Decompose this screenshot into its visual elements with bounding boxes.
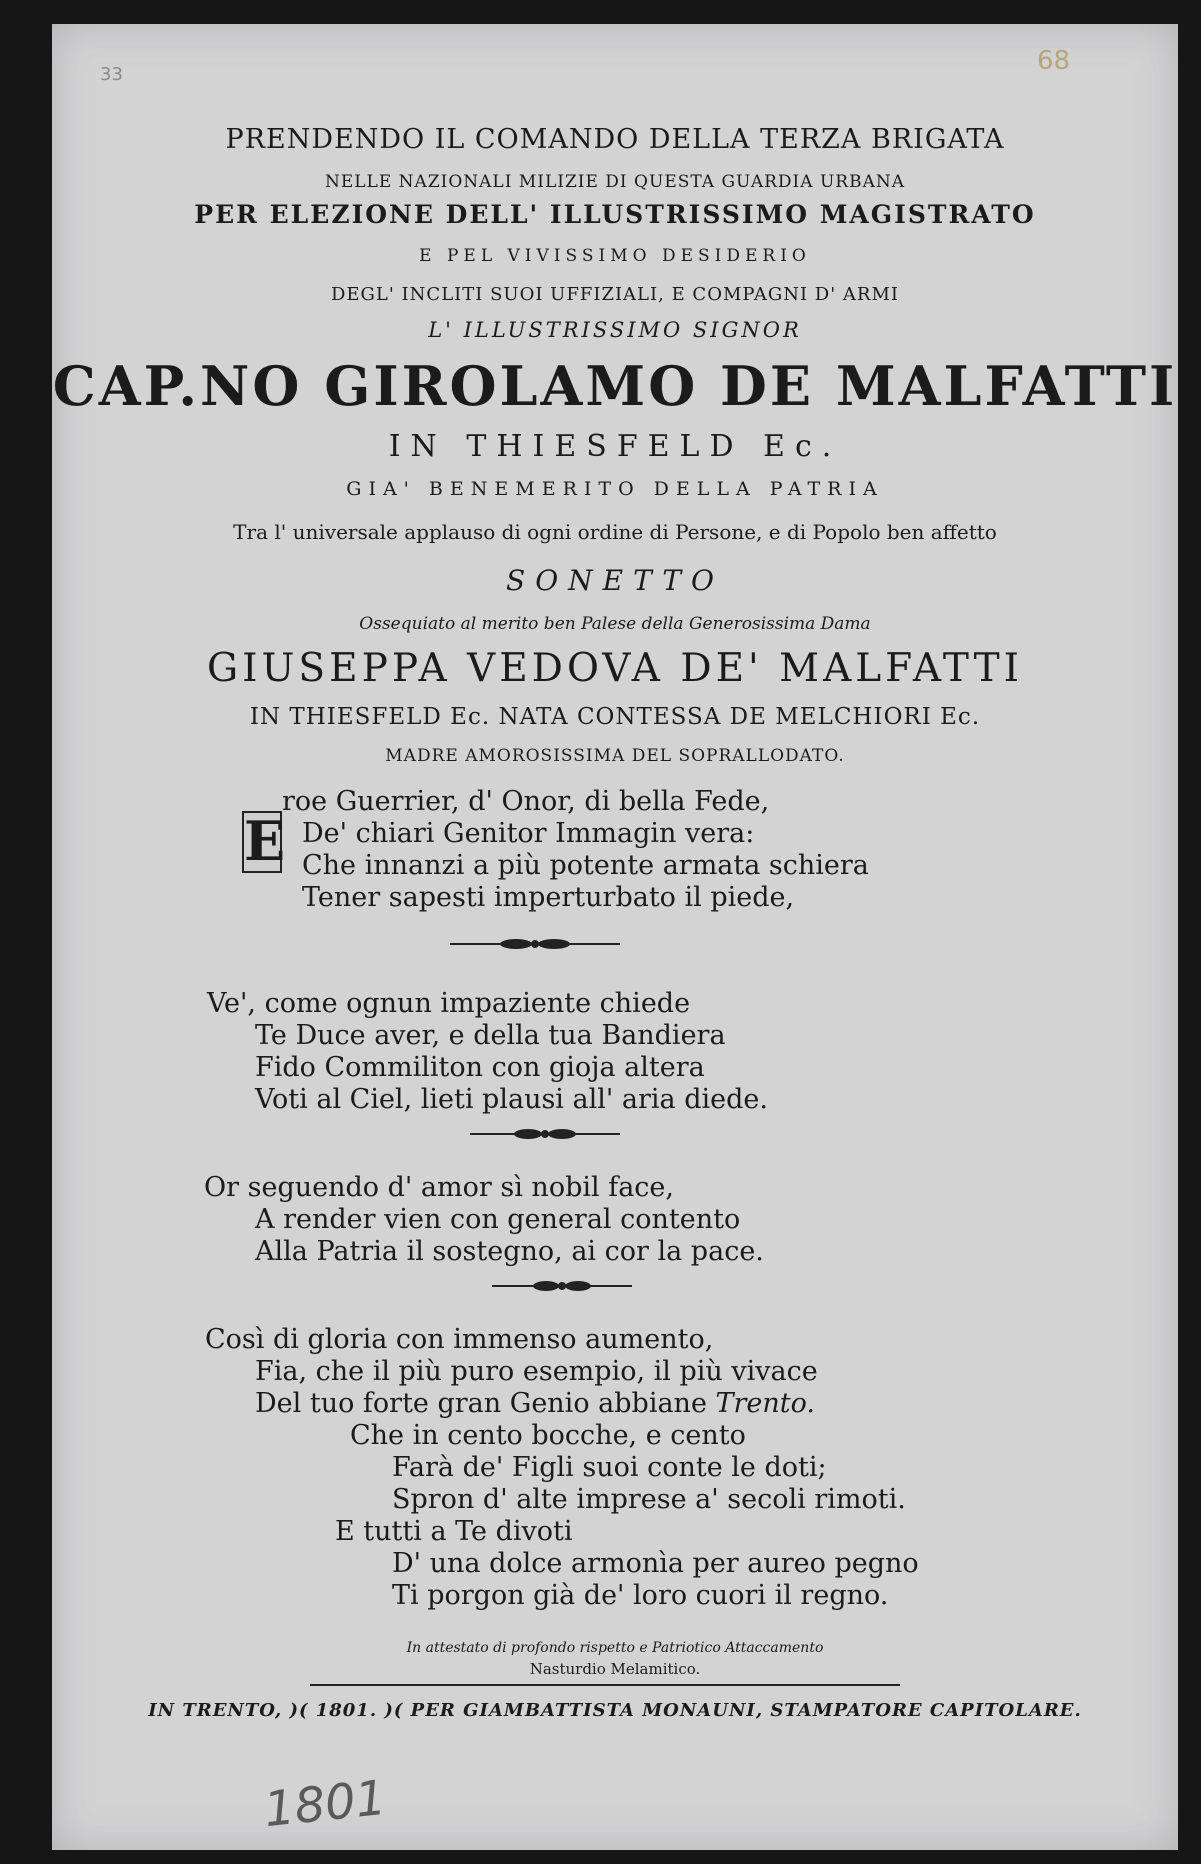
verse-line: D' una dolce armonìa per aureo pegno: [392, 1548, 919, 1579]
verse-line: Farà de' Figli suoi conte le doti;: [392, 1452, 827, 1483]
verse-text: Del tuo forte gran Genio abbiane: [255, 1388, 716, 1419]
header-line-5: DEGL' INCLITI SUOI UFFIZIALI, E COMPAGNI D' ARMI: [330, 284, 899, 305]
imprint-rule: [310, 1684, 900, 1686]
verse-line: Or seguendo d' amor sì nobil face,: [204, 1172, 674, 1203]
dedicator-name: GIUSEPPA VEDOVA DE' MALFATTI: [206, 646, 1024, 691]
handwritten-year: 1801: [261, 1769, 389, 1839]
header-line-10: Ossequiato al merito ben Palese della Generosissima Dama: [359, 614, 871, 634]
verse-line: A render vien con general contento: [255, 1204, 741, 1235]
ornament-divider: [492, 1276, 632, 1296]
verse-line: Ti porgon già de' loro cuori il regno.: [392, 1580, 889, 1611]
verse-line: E tutti a Te divoti: [335, 1516, 573, 1547]
header-line-8: GIA' BENEMERITO DELLA PATRIA: [346, 478, 884, 500]
margin-note-left: 33: [100, 64, 123, 85]
verse-line: [255, 1388, 815, 1420]
header-line-3: PER ELEZIONE DELL' ILLUSTRISSIMO MAGISTRATO: [194, 200, 1036, 229]
margin-note-right: 68: [1037, 46, 1071, 76]
verse-line: roe Guerrier, d' Onor, di bella Fede,: [282, 786, 770, 817]
verse-line: Te Duce aver, e della tua Bandiera: [255, 1020, 726, 1051]
attestation-line: In attestato di profondo rispetto e Patriotico Attaccamento: [406, 1640, 824, 1656]
honoree-name: CAP.NO GIROLAMO DE MALFATTI: [52, 354, 1178, 418]
header-line-2: NELLE NAZIONALI MILIZIE DI QUESTA GUARDIA URBANA: [324, 172, 905, 192]
verse-line: Che in cento bocche, e cento: [350, 1420, 746, 1451]
broadside-sheet: [52, 24, 1178, 1850]
header-line-1: PRENDENDO IL COMANDO DELLA TERZA BRIGATA: [225, 124, 1005, 155]
header-line-4: E PEL VIVISSIMO DESIDERIO: [419, 246, 811, 266]
verse-line: Ve', come ognun impaziente chiede: [207, 988, 691, 1019]
verse-line: Voti al Ciel, lieti plausi all' aria diede.: [255, 1084, 768, 1115]
verse-line: De' chiari Genitor Immagin vera:: [302, 818, 755, 849]
sonetto-title: SONETTO: [506, 564, 724, 597]
verse-line: Così di gloria con immenso aumento,: [205, 1324, 714, 1355]
header-line-12: MADRE AMOROSISSIMA DEL SOPRALLODATO.: [385, 746, 845, 766]
verse-line: Spron d' alte imprese a' secoli rimoti.: [392, 1484, 906, 1515]
drop-cap: E: [244, 809, 286, 873]
verse-line: Alla Patria il sostegno, ai cor la pace.: [255, 1236, 764, 1267]
verse-line: Tener sapesti imperturbato il piede,: [302, 882, 795, 913]
verse-line: Fia, che il più puro esempio, il più vivace: [255, 1356, 818, 1387]
printer-imprint: IN TRENTO, )( 1801. )( PER GIAMBATTISTA MONAUNI, STAMPATORE CAPITOLARE.: [148, 1700, 1082, 1721]
ornament-divider: [450, 934, 620, 954]
ornament-divider: [470, 1124, 620, 1144]
place-name: Trento.: [715, 1388, 816, 1419]
author-pseudonym: Nasturdio Melamitico.: [529, 1660, 701, 1678]
verse-line: Che innanzi a più potente armata schiera: [302, 850, 869, 881]
verse-line: Fido Commiliton con gioja altera: [255, 1052, 705, 1083]
header-line-7: IN THIESFELD Ec.: [388, 429, 842, 464]
header-line-6: L' ILLUSTRISSIMO SIGNOR: [428, 318, 802, 342]
header-line-9: Tra l' universale applauso di ogni ordine di Persone, e di Popolo ben affetto: [233, 520, 997, 544]
header-line-11: IN THIESFELD Ec. NATA CONTESSA DE MELCHIORI Ec.: [249, 704, 981, 730]
